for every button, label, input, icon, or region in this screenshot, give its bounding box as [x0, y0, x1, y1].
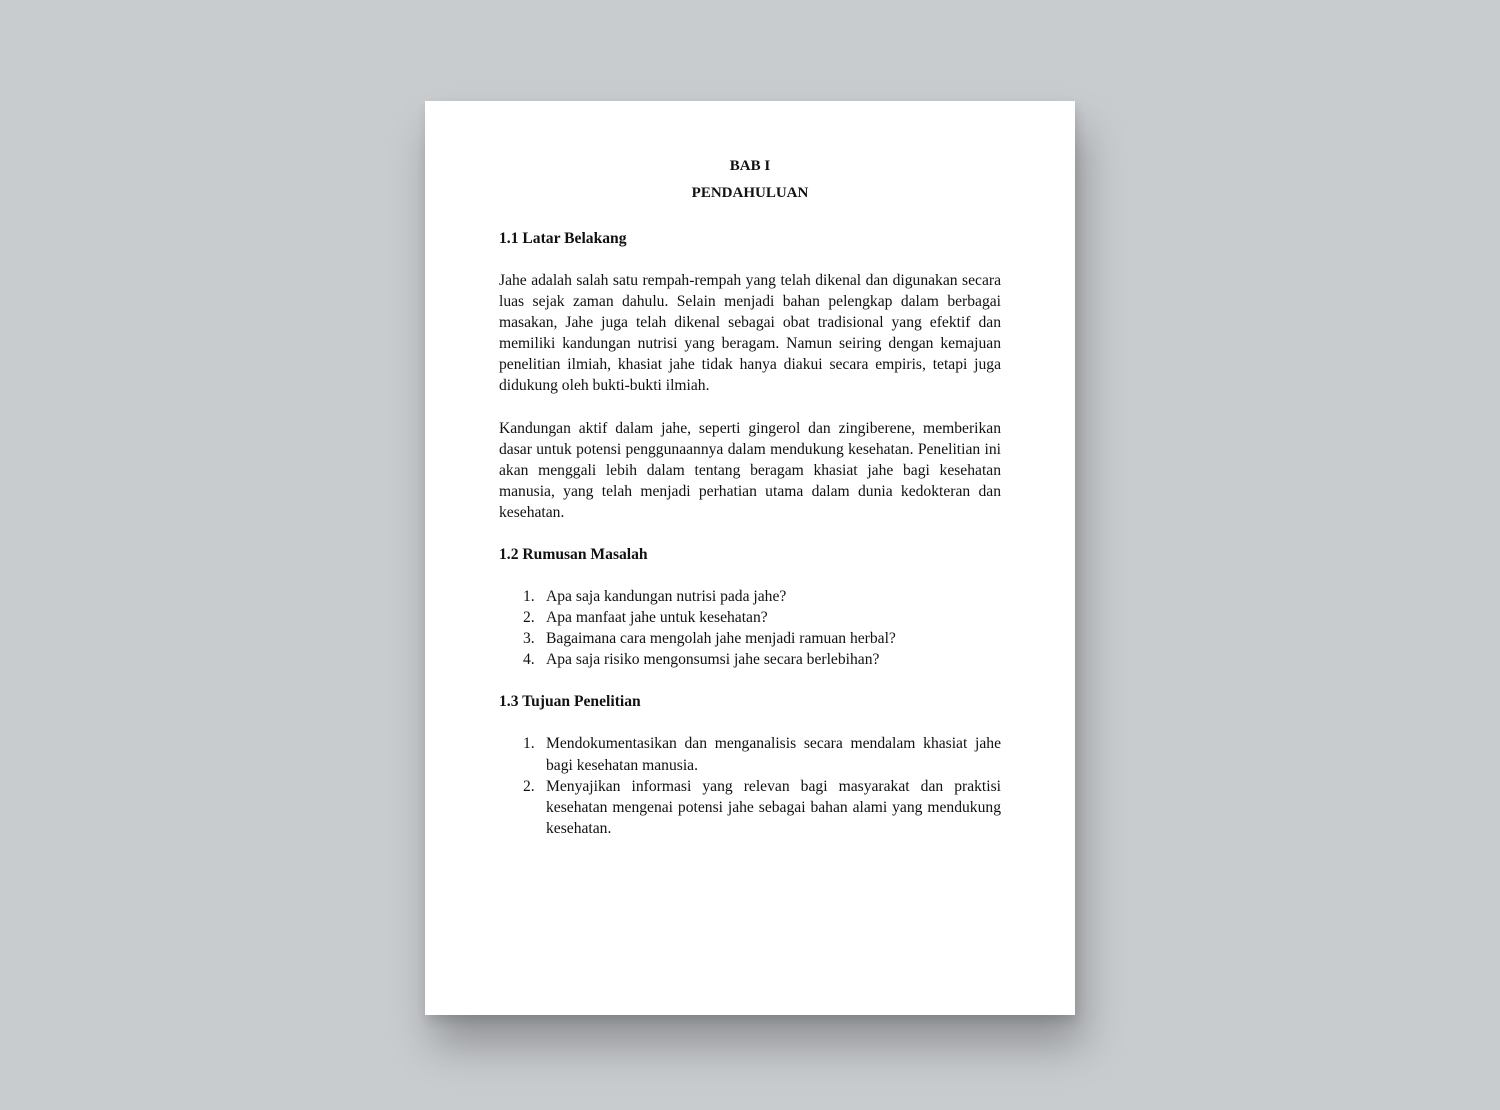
list-item: [499, 586, 1001, 607]
chapter-title: PENDAHULUAN: [691, 185, 809, 201]
section-heading: 1.1 Latar Belakang: [499, 230, 627, 247]
list-item: [499, 628, 1001, 649]
list-number: 2.: [523, 609, 535, 627]
list-item: [499, 649, 1001, 670]
list-number: 4.: [523, 651, 535, 669]
section-heading: 1.3 Tujuan Penelitian: [499, 693, 641, 711]
list-number: 2.: [523, 777, 535, 795]
list-number: 1.: [523, 735, 535, 753]
list-item: [499, 607, 1001, 628]
document-page: [425, 101, 1075, 1015]
numbered-list: [499, 733, 1001, 838]
list-number: 3.: [523, 630, 535, 648]
list-item: [499, 733, 1001, 775]
paragraph: Jahe adalah salah satu rempah-rempah yang telah dikenal dan digunakan secara luas sejak zaman dahulu. Selain menjadi bahan pelengkap dalam berbagai masakan, Jahe juga telah dikenal sebagai obat tradisional yang efektif dan memiliki kandungan nutrisi yang beragam. Namun seiring dengan kemajuan penelitian ilmiah, khasiat jahe tidak hanya diakui secara empiris, tetapi juga didukung oleh bukti-bukti ilmiah.: [499, 272, 1001, 395]
paragraph: Kandungan aktif dalam jahe, seperti gingerol dan zingiberene, memberikan dasar untuk potensi penggunaannya dalam mendukung kesehatan. Penelitian ini akan menggali lebih dalam tentang beragam khasiat jahe bagi kesehatan manusia, yang telah menjadi perhatian utama dalam dunia kedokteran dan kesehatan.: [499, 419, 1001, 521]
list-text: Menyajikan informasi yang relevan bagi masyarakat dan praktisi kesehatan mengenai potensi jahe sebagai bahan alami yang mendukung kesehatan.: [546, 777, 1001, 837]
list-text: Apa saja kandungan nutrisi pada jahe?: [546, 588, 787, 606]
list-text: Apa saja risiko mengonsumsi jahe secara berlebihan?: [546, 651, 880, 669]
list-number: 1.: [523, 588, 535, 606]
list-text: Apa manfaat jahe untuk kesehatan?: [546, 609, 768, 627]
list-item: [499, 776, 1001, 839]
list-text: Mendokumentasikan dan menganalisis secara mendalam khasiat jahe bagi kesehatan manusia.: [546, 735, 1001, 774]
numbered-list: [499, 586, 1001, 670]
chapter-number: BAB I: [729, 158, 771, 174]
section-heading: 1.2 Rumusan Masalah: [499, 546, 648, 564]
page-content: [499, 153, 1001, 860]
list-text: Bagaimana cara mengolah jahe menjadi ramuan herbal?: [546, 630, 896, 648]
